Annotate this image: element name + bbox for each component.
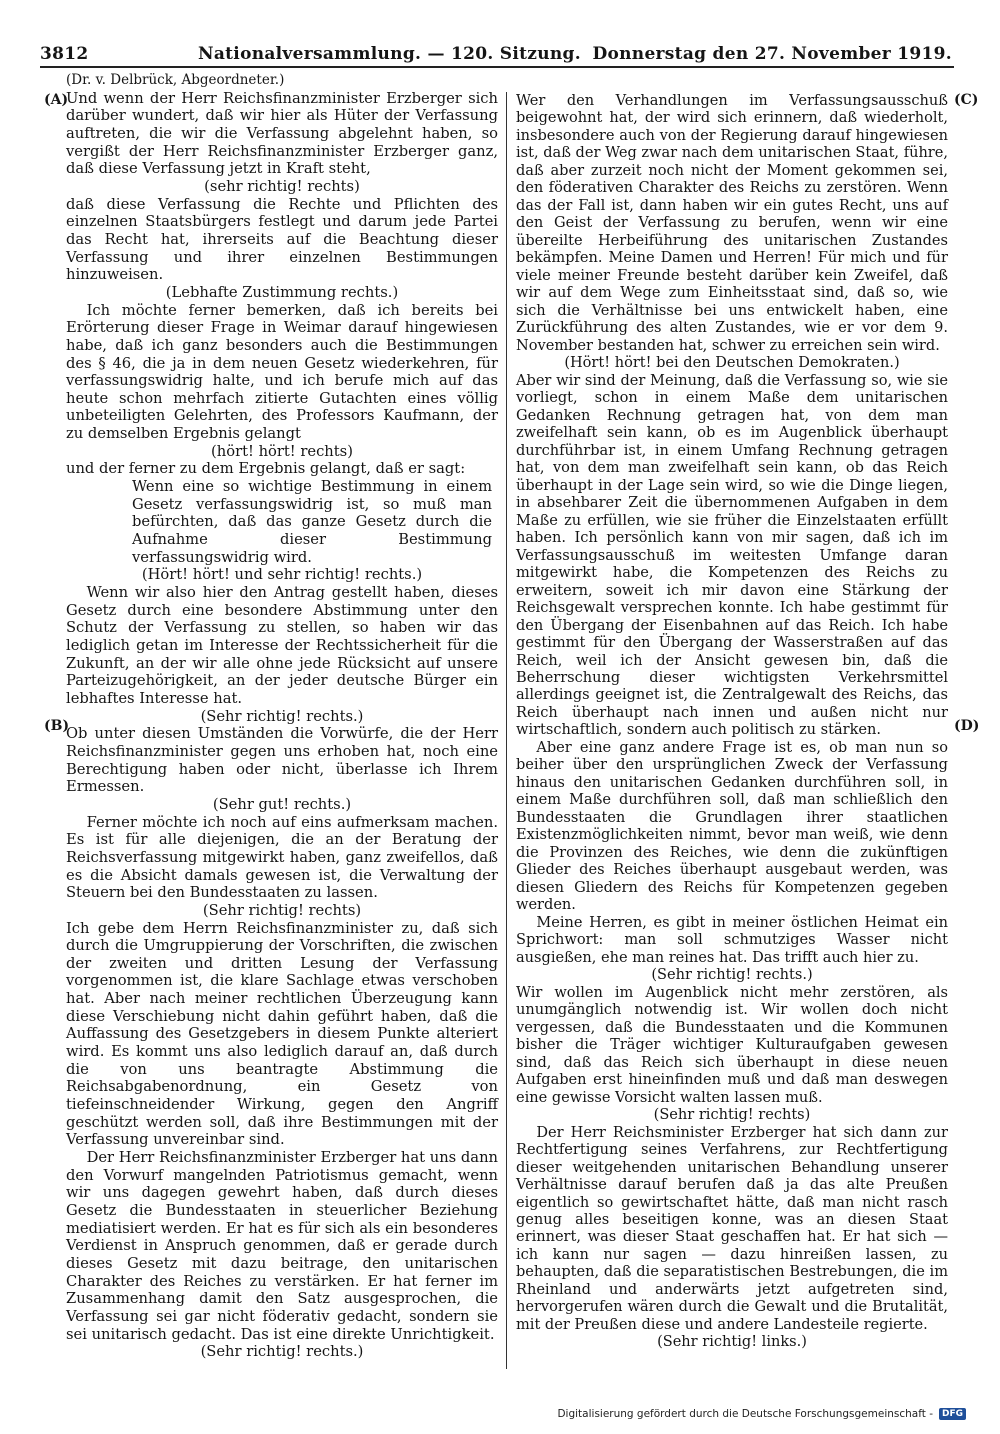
interjection: (Lebhafte Zustimmung rechts.) xyxy=(165,283,399,301)
footer-text: Digitalisierung gefördert durch die Deutsche Forschungsgemeinschaft - xyxy=(557,1408,933,1420)
quotation: Wenn eine so wichtige Bestimmung in einem Gesetz verfassungswidrig ist, so muß man befürchten, daß das ganze Gesetz durch die Aufnahme dieser Bestimmung verfassungswidrig wird. xyxy=(132,478,492,566)
speaker-line: (Dr. v. Delbrück, Abgeordneter.) xyxy=(66,72,285,88)
paragraph: Aber wir sind der Meinung, daß die Verfassung so, wie sie vorliegt, schon in einem Maße dem unitarischen Gedanken Rechnung getragen hat, von dem man zweifelhaft sein kann, ob es im Augenblick überhaupt durchführbar ist, in einem Umfang Rechnung getragen hat, von dem man zweifelhaft sein kann, ob das Reich überhaupt in der Lage sein wird, so wie die Dinge liegen, in absehbarer Zeit die übernommenen Aufgaben in dem Maße zu erfüllen, wie sie früher die Einzelstaaten erfüllt haben. Ich persönlich kann von mir sagen, daß ich im Verfassungsausschuß im weitesten Umfange daran mitgewirkt habe, die Kompetenzen des Reichs zu erweitern, soweit ich mir davon eine Stärkung der Reichsgewalt versprechen konnte. Ich habe gestimmt für den Übergang der Eisenbahnen auf das Reich. Ich habe gestimmt für den Übergang der Wasserstraßen auf das Reich, weil ich der Ansicht gewesen bin, daß die Beherrschung dieser wichtigsten Verkehrsmittel allerdings geeignet ist, die Zentralgewalt des Reichs, das Reich überhaupt nach innen und außen nicht nur wirtschaftlich, sondern auch politisch zu stärken. xyxy=(516,371,948,739)
paragraph: Ferner möchte ich noch auf eins aufmerksam machen. Es ist für alle diejenigen, die an der Beratung der Reichsverfassung mitgewirkt haben, ganz zweifellos, daß es die Absicht damals gewesen ist, die Verwaltung der Steuern bei den Bundesstaaten zu lassen. xyxy=(66,813,498,902)
dfg-logo: DFG xyxy=(939,1408,966,1420)
interjection: (Sehr richtig! rechts) xyxy=(653,1106,811,1124)
paragraph: Ob unter diesen Umständen die Vorwürfe, die der Herr Reichsfinanzminister gegen uns erhoben hat, noch eine Berechtigung haben oder nicht, überlasse ich Ihrem Ermessen. xyxy=(66,725,498,796)
column-divider xyxy=(506,92,507,1369)
session-title: Nationalversammlung. — 120. Sitzung. xyxy=(198,44,581,64)
interjection: (Sehr richtig! links.) xyxy=(657,1333,807,1351)
paragraph: Wenn wir also hier den Antrag gestellt haben, dieses Gesetz durch eine besondere Abstimmung unter den Schutz der Verfassung zu stellen, so haben wir das lediglich getan im Interesse der Rechtssicherheit für die Zukunft, an der wir alle ohne jede Rücksicht auf unsere Parteizugehörigkeit, an der jeder deutsche Bürger ein lebhaftes Interesse hat. xyxy=(66,584,498,707)
session-date: Donnerstag den 27. November 1919. xyxy=(592,44,952,64)
page-number: 3812 xyxy=(40,44,89,64)
interjection: (Hört! hört! und sehr richtig! rechts.) xyxy=(141,566,423,584)
margin-mark-c: (C) xyxy=(954,92,979,108)
paragraph: Und wenn der Herr Reichsfinanzminister Erzberger sich darüber wundert, daß wir hier als Hüter der Verfassung auftreten, die wir die Verfassung abgelehnt haben, so vergißt der Herr Reichsfinanzminister Erzberger ganz, daß diese Verfassung jetzt in Kraft steht, xyxy=(66,89,498,178)
interjection: (sehr richtig! rechts) xyxy=(204,177,360,195)
paragraph: Der Herr Reichsminister Erzberger hat sich dann zur Rechtfertigung seines Verfahrens, zur Rechtfertigung dieser weitgehenden unitarischen Behandlung unserer Verhältnisse darauf berufen daß ja das alte Preußen eigentlich so gewirtschaftet hätte, daß man nicht rasch genug alles beseitigen konne, was an diesen Staat erinnert, was dieser Staat geschaffen hat. Er hat sich — ich kann nur sagen — dazu hinreißen lassen, zu behaupten, daß die separatistischen Bestrebungen, die im Rheinland und anderwärts jetzt aufgetreten sind, hervorgerufen wären durch die Gewalt und die Brutalität, mit der Preußen diese und andere Landesteile regierte. xyxy=(516,1123,948,1333)
paragraph: Aber eine ganz andere Frage ist es, ob man nun so beiher über den ursprünglichen Zweck der Verfassung hinaus den unitarischen Gedanken durchführen soll, in einem Maße durchführen soll, daß man schließlich den Bundesstaaten die Grundlagen ihrer staatlichen Existenzmöglichkeiten nimmt, bevor man weiß, wie denn die Provinzen des Reiches, wie denn die zukünftigen Glieder des Reiches überhaupt ausgebaut werden, was diesen Gliedern des Reichs für Kompetenzen gegeben werden. xyxy=(516,738,948,914)
paragraph: Der Herr Reichsfinanzminister Erzberger hat uns dann den Vorwurf mangelnden Patriotismus gemacht, wenn wir uns dagegen gewehrt haben, daß durch dieses Gesetz die Bundesstaaten in steuerlicher Beziehung mediatisiert werden. Er hat es für sich als ein besonderes Verdienst in Anspruch genommen, daß er gerade durch dieses Gesetz mit dazu beitrage, den unitarischen Charakter des Reiches zu verstärken. Er hat ferner im Zusammenhang damit den Satz ausgesprochen, die Verfassung sei gar nicht föderativ gedacht, sondern sie sei unitarisch gedacht. Das ist eine direkte Unrichtigkeit. xyxy=(66,1149,498,1343)
header-rule xyxy=(40,66,954,68)
interjection: (Sehr richtig! rechts.) xyxy=(651,966,813,984)
interjection: (Hört! hört! bei den Deutschen Demokraten.) xyxy=(564,354,900,372)
paragraph: Ich möchte ferner bemerken, daß ich bereits bei Erörterung dieser Frage in Weimar darauf hingewiesen habe, daß ich ganz besonders auch die Bestimmungen des § 46, die ja in dem neuen Gesetz wiederkehren, für verfassungswidrig halte, und ich berufe mich auf das heute schon mehrfach zitierte Gutachten eines völlig unbeteiligten Gelehrten, des Professors Kaufmann, der zu demselben Ergebnis gelangt xyxy=(66,301,498,443)
interjection: (Sehr gut! rechts.) xyxy=(212,795,352,813)
right-column xyxy=(516,92,948,1351)
paragraph: und der ferner zu dem Ergebnis gelangt, daß er sagt: xyxy=(66,460,466,478)
page-header xyxy=(40,42,952,68)
margin-mark-d: (D) xyxy=(954,718,980,734)
margin-mark-b: (B) xyxy=(44,718,70,734)
paragraph: Wer den Verhandlungen im Verfassungsausschuß beigewohnt hat, der wird sich erinnern, daß wiederholt, insbesondere auch von der Regierung darauf hingewiesen ist, daß der Weg zwar nach dem unitarischen Staat, führe, daß aber zurzeit noch nicht der Moment gekommen sei, den föderativen Charakter des Reichs zu zerstören. Wenn das der Fall ist, dann haben wir ein gutes Recht, uns auf den Geist der Verfassung zu berufen, wenn wir eine übereilte Herbeiführung des unitarischen Zustandes bekämpfen. Meine Damen und Herren! Für mich und für viele meiner Freunde besteht darüber kein Zweifel, daß wir auf dem Wege zum Einheitsstaat sind, daß so, wie sich die Verhältnisse bei uns entwickelt haben, eine Zurückführung des alten Zustandes, wie er vor dem 9. November bestanden hat, schwer zu erreichen sein wird. xyxy=(516,92,948,354)
interjection: (hört! hört! rechts) xyxy=(211,442,353,460)
interjection: (Sehr richtig! rechts.) xyxy=(200,1343,364,1361)
paragraph: Wir wollen im Augenblick nicht mehr zerstören, als unumgänglich notwendig ist. Wir wollen doch nicht vergessen, daß die Bundesstaaten und die Kommunen bisher die Träger wichtiger Kulturaufgaben gewesen sind, daß das Reich sich überhaupt in diese neuen Aufgaben erst hineinfinden muß und daß man deswegen eine gewisse Vorsicht walten lassen muß. xyxy=(516,983,948,1106)
paragraph: daß diese Verfassung die Rechte und Pflichten des einzelnen Staatsbürgers festlegt und darum jede Partei das Recht hat, ihrerseits auf die Beachtung dieser Verfassung und ihrer einzelnen Bestimmungen hinzuweisen. xyxy=(66,195,498,284)
margin-mark-a: (A) xyxy=(44,92,69,108)
paragraph: Ich gebe dem Herrn Reichsfinanzminister zu, daß sich durch die Umgruppierung der Vorschriften, die zwischen der zweiten und dritten Lesung der Verfassung vorgenommen ist, die klare Sachlage etwas verschoben hat. Aber nach meiner rechtlichen Überzeugung kann diese Verschiebung nicht dahin geführt haben, daß die Auffassung des Gesetzgebers in diesem Punkte alteriert wird. Es kommt uns also lediglich darauf an, daß durch die von uns beantragte Abstimmung die Reichsabgabenordnung, ein Gesetz von tiefeinschneidender Wirkung, gegen den Angriff geschützt werden soll, daß ihre Bestimmungen mit der Verfassung unvereinbar sind. xyxy=(66,919,498,1149)
interjection: (Sehr richtig! rechts) xyxy=(202,901,362,919)
paragraph: Meine Herren, es gibt in meiner östlichen Heimat ein Sprichwort: man soll schmutziges Wasser nicht ausgießen, ehe man reines hat. Das trifft auch hier zu. xyxy=(516,913,948,966)
digitization-footer xyxy=(557,1408,966,1420)
left-column xyxy=(66,72,498,1361)
interjection: (Sehr richtig! rechts.) xyxy=(200,707,364,725)
